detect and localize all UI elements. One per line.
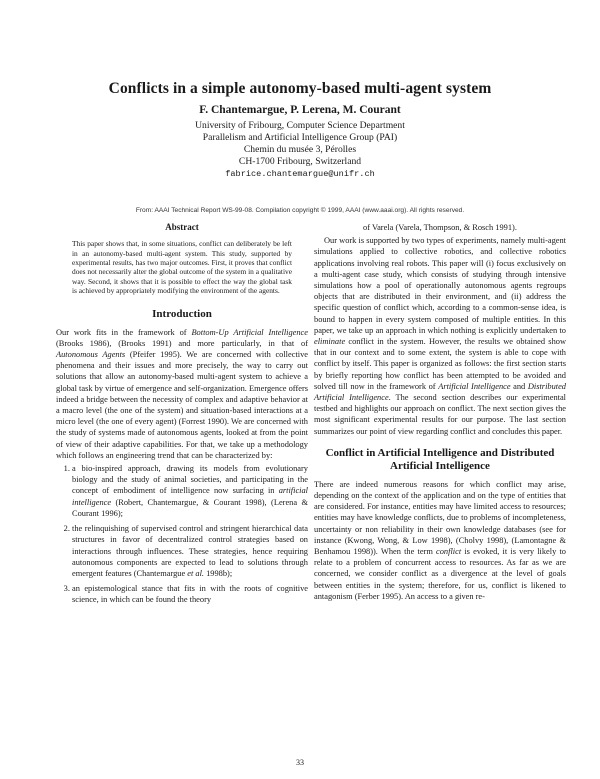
affiliation-line: University of Fribourg, Computer Science Department — [195, 120, 405, 131]
list-item: 1. a bio-inspired approach, drawing its models from evolutionary biology and the study of animal societies, and participating in the concept of embodiment of intelligence now surfacing in artificial intelligence (Robert, Chantemargue, & Courant 1998), (Lerena & Courant 1996); — [72, 463, 308, 519]
list-item: 2. the relinquishing of supervised control and stringent hierarchical data structures in favor of decentralized control strategies based on interactions through influences. These strategies, hence requiring autonomous components are expected to lead to solutions through emergent features (Chantemargue et al. 1998b); — [72, 523, 308, 579]
abstract-text: This paper shows that, in some situations, conflict can deliberately be left in an autonomy-based multi-agent system. This study, supported by experimental results, has two major outcomes. First, it proves that conflict does not necessarily alter the global outcome of the system in a qualitative way. Second, it shows that it is possible to effect the way the global task is achieved by appropriately modifying the environment of the agents. — [72, 239, 293, 296]
section-heading-introduction: Introduction — [152, 307, 212, 320]
intro-paragraph: Our work fits in the framework of Bottom-Up Artificial Intelligence (Brooks 1986), (Brooks 1991) and more particularly, in that of Autonomous Agents (Pfeifer 1995). We are concerned with collective phenomena and their issues and more precisely, the way to carry out solutions that allow an autonomy-based multi-agent system to achieve a global task by virtue of emergence and self-organization. Emergence offers indeed a bridge between the necessity of complex and adaptive behavior at a macro level (the one of the system) and situation-based interactions at a micro level (the one of every agent) (Forrest 1990). We are concerned with the study of systems made of autonomous agents, looked at from the point of view of their adaptive capabilities. For that, we take up a methodology which follows an engineering trend that can be characterized by: — [56, 327, 308, 460]
left-column — [56, 222, 308, 610]
affiliation-line: Chemin du musée 3, Pérolles — [243, 144, 357, 155]
affiliation-line: Parallelism and Artificial Intelligence Group (PAI) — [202, 132, 398, 143]
body-paragraph: There are indeed numerous reasons for which conflict may arise, depending on the context of the application and on the type of entities that are considered. For instance, entities may have limited access to resources; entities may have knowledge conflicts, due to problems of incompleteness, uncertainty or non reliability in their own knowledge databases (see for instance (Kwong, Wong, & Low 1998), (Cholvy 1998), (Lamontagne & Benhamou 1998)). When the term conflict is evoked, it is very likely to relate to a problem of concurrent access to resources. As far as we are concerned, we consider conflict as a divergence at the level of goals between entities in the system; therefore, for us, conflict is likened to antagonism (Ferber 1995). An access to a given re- — [314, 479, 566, 601]
affiliation-line: CH-1700 Fribourg, Switzerland — [238, 156, 362, 167]
copyright-notice: From: AAAI Technical Report WS-99-08. Compilation copyright © 1999, AAAI (www.aaai.org). All rights reserved. — [135, 207, 465, 214]
author-email: fabrice.chantemargue@unifr.ch — [225, 169, 375, 179]
continued-text: of Varela (Varela, Thompson, & Rosch 1991). — [363, 223, 517, 232]
paper-title: Conflicts in a simple autonomy-based multi-agent system — [108, 80, 492, 97]
right-column — [314, 222, 566, 604]
abstract-heading: Abstract — [165, 222, 199, 232]
body-paragraph: Our work is supported by two types of experiments, namely multi-agent simulations applied to collective robotics, and collective robotics applications involving real robots. This paper will (i) focus exclusively on a multi-agent case study, which consists of studying through intensive simulations how a pool of operationally autonomous agents regroups objects that are distributed in their environment, and (ii) address the specific question of conflict which, according to a common-sense idea, is bound to happen in every system composed of multiple entities. In this paper, we take up an approach in which nothing is explicitly undertaken to eliminate conflict in the system. However, the results we obtained show that in our context and to some extent, the system is able to cope with conflict by itself. This paper is organized as follows: the first section starts by briefly reporting how conflict has been attempted to be avoided and solved till now in the framework of Artificial Intelligence and Distributed Artificial Intelligence. The second section describes our experimental testbed and highlights our approach on conflict. The next section gives the most significant experimental results for our purpose. The last section summarizes our point of view regarding conflict and concludes this paper. — [314, 236, 566, 436]
methodology-list — [56, 463, 308, 605]
list-item: 3. an epistemological stance that fits in with the roots of cognitive science, in which can be found the theory — [72, 583, 308, 605]
page-number: 33 — [296, 758, 304, 767]
section-heading-conflict: Conflict in Artificial Intelligence and Distributed Artificial Intelligence — [325, 446, 555, 472]
authors: F. Chantemargue, P. Lerena, M. Courant — [199, 104, 401, 116]
